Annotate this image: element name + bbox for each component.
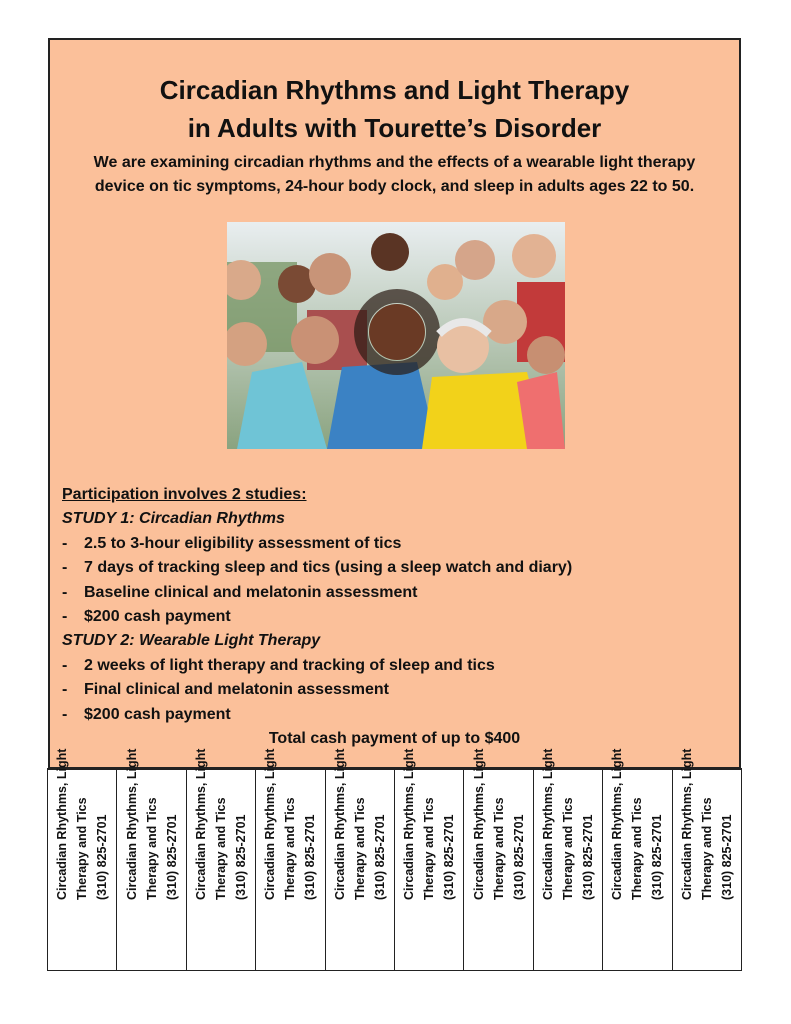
list-item <box>62 556 727 580</box>
bullet-dash: - <box>62 534 68 552</box>
list-item <box>62 532 727 556</box>
intro-line-2: device on tic symptoms, 24-hour body clock, and sleep in adults ages 22 to 50. <box>94 178 695 195</box>
study-1-title: STUDY 1: Circadian Rhythms <box>62 510 285 528</box>
tab-phone: (310) 825-2701 <box>581 814 596 900</box>
list-item <box>62 654 727 678</box>
tab-line-1: Circadian Rhythms, Light <box>679 748 694 900</box>
tear-off-tab[interactable] <box>602 748 671 970</box>
list-item-text: $200 cash payment <box>84 705 231 723</box>
group-photo <box>227 222 565 449</box>
tab-line-2: Therapy and Tics <box>214 797 229 900</box>
list-item <box>62 703 727 727</box>
tear-off-tab[interactable] <box>116 748 185 970</box>
tear-off-tab[interactable] <box>48 748 116 970</box>
tab-phone: (310) 825-2701 <box>234 814 249 900</box>
tab-phone: (310) 825-2701 <box>442 814 457 900</box>
tab-line-2: Therapy and Tics <box>561 797 576 900</box>
tab-line-1: Circadian Rhythms, Light <box>332 748 347 900</box>
tab-line-2: Therapy and Tics <box>422 797 437 900</box>
tab-line-2: Therapy and Tics <box>352 797 367 900</box>
list-item-text: 2.5 to 3-hour eligibility assessment of tics <box>84 534 402 552</box>
tab-line-2: Therapy and Tics <box>283 797 298 900</box>
tab-phone: (310) 825-2701 <box>164 814 179 900</box>
bullet-dash: - <box>62 583 68 601</box>
tear-off-tab[interactable] <box>672 748 741 970</box>
title-line-2: in Adults with Tourette’s Disorder <box>187 113 602 143</box>
tab-line-1: Circadian Rhythms, Light <box>402 748 417 900</box>
tear-off-tab[interactable] <box>463 748 532 970</box>
tab-line-2: Therapy and Tics <box>491 797 506 900</box>
participation-heading: Participation involves 2 studies: <box>62 486 307 503</box>
tab-phone: (310) 825-2701 <box>511 814 526 900</box>
list-item-text: 7 days of tracking sleep and tics (using a sleep watch and diary) <box>84 559 573 577</box>
tab-phone: (310) 825-2701 <box>650 814 665 900</box>
bullet-dash: - <box>62 559 68 577</box>
list-item-text: 2 weeks of light therapy and tracking of sleep and tics <box>84 656 495 674</box>
tear-off-tab[interactable] <box>394 748 463 970</box>
intro-text <box>64 151 725 199</box>
tab-line-1: Circadian Rhythms, Light <box>55 748 70 900</box>
list-item <box>62 678 727 702</box>
tab-phone: (310) 825-2701 <box>95 814 110 900</box>
list-item-text: $200 cash payment <box>84 607 231 625</box>
tab-line-2: Therapy and Tics <box>630 797 645 900</box>
tab-line-1: Circadian Rhythms, Light <box>194 748 209 900</box>
bullet-dash: - <box>62 656 68 674</box>
list-item <box>62 605 727 629</box>
flyer-title <box>50 71 739 147</box>
list-item-text: Final clinical and melatonin assessment <box>84 681 389 699</box>
flyer <box>48 38 741 769</box>
bullet-dash: - <box>62 705 68 723</box>
tab-phone: (310) 825-2701 <box>719 814 734 900</box>
tear-off-tab[interactable] <box>533 748 602 970</box>
tear-off-tabs <box>47 748 742 971</box>
total-payment: Total cash payment of up to $400 <box>268 729 521 747</box>
participation-details <box>62 483 727 751</box>
intro-line-1: We are examining circadian rhythms and the effects of a wearable light therapy <box>93 154 696 171</box>
tab-line-1: Circadian Rhythms, Light <box>124 748 139 900</box>
tear-off-tab[interactable] <box>255 748 324 970</box>
tab-phone: (310) 825-2701 <box>372 814 387 900</box>
bullet-dash: - <box>62 681 68 699</box>
bullet-dash: - <box>62 607 68 625</box>
tear-off-tab[interactable] <box>325 748 394 970</box>
tab-line-2: Therapy and Tics <box>144 797 159 900</box>
tear-off-tab[interactable] <box>186 748 255 970</box>
tab-line-2: Therapy and Tics <box>699 797 714 900</box>
list-item <box>62 581 727 605</box>
tab-line-1: Circadian Rhythms, Light <box>471 748 486 900</box>
tab-line-1: Circadian Rhythms, Light <box>541 748 556 900</box>
tab-line-1: Circadian Rhythms, Light <box>610 748 625 900</box>
title-line-1: Circadian Rhythms and Light Therapy <box>159 75 630 105</box>
tab-phone: (310) 825-2701 <box>303 814 318 900</box>
study-2-title: STUDY 2: Wearable Light Therapy <box>62 632 321 650</box>
tab-line-2: Therapy and Tics <box>75 797 90 900</box>
tab-line-1: Circadian Rhythms, Light <box>263 748 278 900</box>
list-item-text: Baseline clinical and melatonin assessment <box>84 583 418 601</box>
